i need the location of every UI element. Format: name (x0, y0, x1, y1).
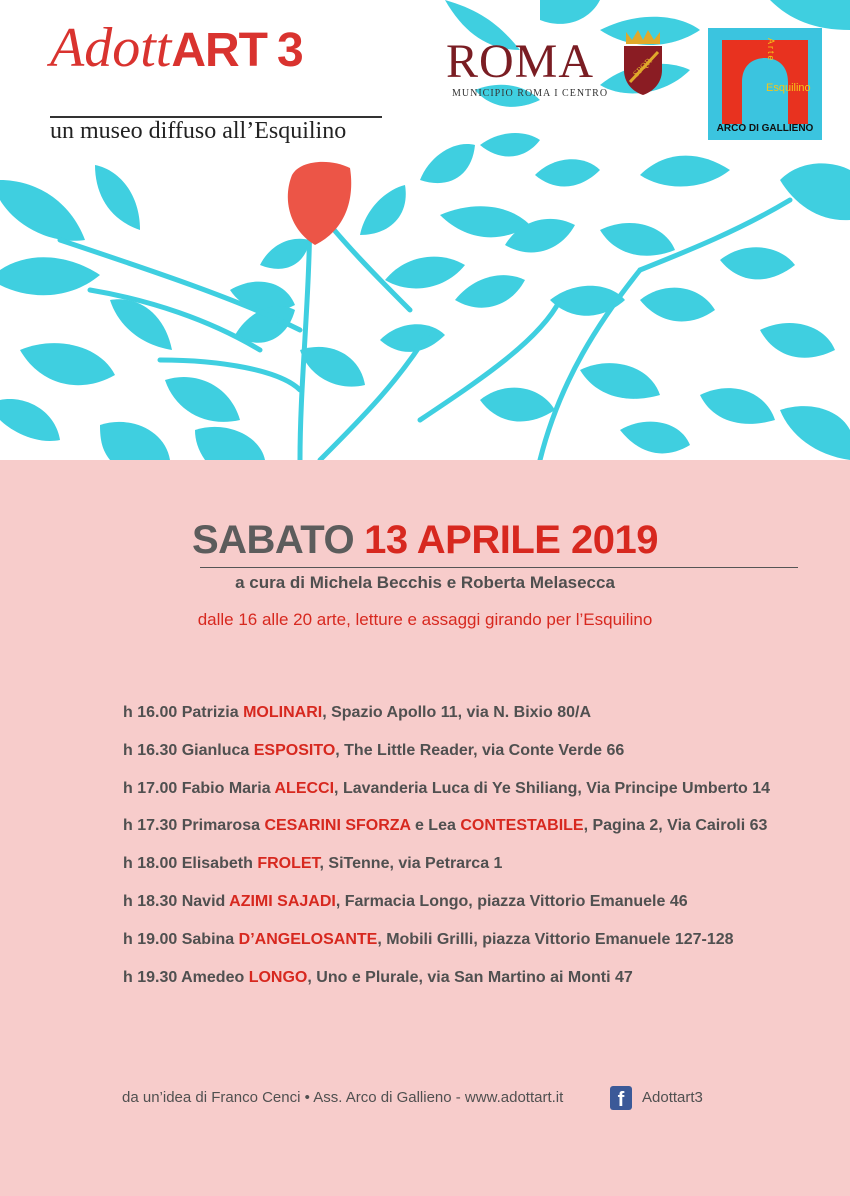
arco-vertical-word: Arte (766, 38, 776, 63)
header-artwork (0, 0, 850, 460)
roma-municipio: MUNICIPIO ROMA I CENTRO (452, 88, 609, 99)
heading-divider (200, 567, 798, 568)
artist-surname: AZIMI SAJADI (229, 892, 336, 910)
schedule-item (123, 742, 833, 780)
schedule-item (123, 969, 833, 1007)
venue-details: , Lavanderia Luca di Ye Shiliang, Via Principe Umberto 14 (334, 779, 771, 797)
schedule-time: h 17.00 (123, 779, 178, 797)
arco-esquilino-word: Esquilino (766, 82, 811, 94)
schedule-time: h 19.30 (123, 968, 178, 986)
facebook-icon[interactable]: f (610, 1086, 632, 1110)
schedule-time: h 19.00 (123, 930, 178, 948)
artist-first-name: Amedeo (181, 968, 245, 986)
schedule-item (123, 704, 833, 742)
spqr-shield-icon (618, 28, 668, 96)
artist-first-name: Primarosa (181, 817, 260, 835)
footer-credit: da un’idea di Franco Cenci • Ass. Arco di Gallieno - www.adottart.it (122, 1089, 564, 1106)
facebook-link[interactable]: Adottart3 (642, 1089, 703, 1106)
artist-surname-second: CONTESTABILE (460, 817, 584, 835)
venue-details: , Mobili Grilli, piazza Vittorio Emanuele 127-128 (377, 930, 734, 948)
venue-details: , The Little Reader, via Conte Verde 66 (335, 741, 625, 759)
artist-first-name: Gianluca (181, 741, 250, 759)
artist-joiner: e Lea (410, 817, 461, 835)
arco-caption: ARCO DI GALLIENO (716, 123, 814, 134)
logo-word-adott: Adott (50, 17, 172, 79)
logo-subtitle: un museo diffuso all’Esquilino (50, 118, 347, 144)
schedule-list (123, 704, 833, 1006)
schedule-time: h 17.30 (123, 817, 178, 835)
venue-details: , Uno e Plurale, via San Martino ai Monti 47 (307, 968, 633, 986)
logo-number: 3 (276, 24, 304, 77)
artist-surname: LONGO (248, 968, 308, 986)
artist-surname: ESPOSITO (253, 741, 336, 759)
curators-line: a cura di Michela Becchis e Roberta Melasecca (235, 573, 615, 592)
artist-first-name: Elisabeth (181, 855, 253, 873)
schedule-item (123, 855, 833, 893)
event-date-heading (0, 520, 850, 560)
artist-first-name: Sabina (181, 930, 235, 948)
artist-surname: FROLET (257, 855, 320, 873)
event-tagline: dalle 16 alle 20 arte, letture e assaggi girando per l’Esquilino (197, 610, 653, 629)
venue-details: , Spazio Apollo 11, via N. Bixio 80/A (322, 704, 592, 721)
artist-surname: D’ANGELOSANTE (238, 930, 378, 948)
artist-first-name: Navid (181, 892, 226, 910)
schedule-item (123, 780, 833, 818)
artist-first-name: Fabio Maria (181, 779, 271, 797)
schedule-time: h 16.00 (123, 704, 178, 721)
roma-logo (446, 28, 676, 108)
logo-word-art: ART (171, 24, 267, 77)
schedule-time: h 16.30 (123, 741, 178, 759)
schedule-item (123, 893, 833, 931)
schedule-time: h 18.30 (123, 892, 178, 910)
schedule-item (123, 817, 833, 855)
venue-details: , Farmacia Longo, piazza Vittorio Emanuele 46 (335, 892, 688, 910)
artist-first-name: Patrizia (181, 704, 239, 721)
artist-surname: ALECCI (274, 779, 335, 797)
artist-surname: CESARINI SFORZA (264, 817, 411, 835)
schedule-item (123, 931, 833, 969)
event-day: SABATO (191, 518, 355, 562)
schedule-time: h 18.00 (123, 855, 178, 873)
adottart-logo (50, 17, 390, 144)
venue-details: , Pagina 2, Via Cairoli 63 (583, 817, 768, 835)
roma-wordmark: ROMA (446, 35, 595, 88)
spqr-text: SPQR (630, 55, 654, 79)
event-date: 13 APRILE 2019 (364, 518, 659, 562)
red-leaf (288, 162, 351, 245)
venue-details: , SiTenne, via Petrarca 1 (319, 855, 503, 873)
arco-di-gallieno-logo (708, 28, 822, 140)
artist-surname: MOLINARI (243, 704, 323, 721)
